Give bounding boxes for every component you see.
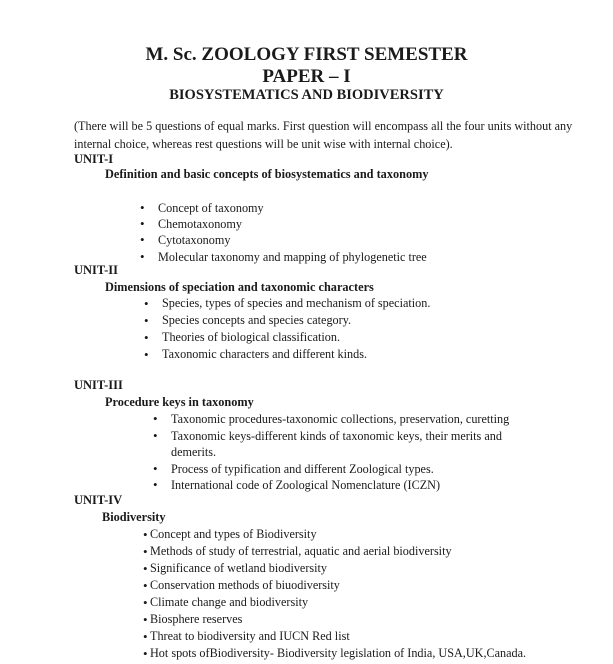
list-item: • Cytotaxonomy	[158, 232, 427, 248]
list-item: • Taxonomic keys-different kinds of taxonomic keys, their merits and demerits.	[171, 428, 516, 461]
unit-2-topic-list	[162, 295, 430, 363]
unit-2-subheading: Dimensions of speciation and taxonomic characters	[105, 280, 374, 294]
list-item: • Chemotaxonomy	[158, 216, 427, 232]
list-item: • Conservation methods of biuodiversity	[150, 577, 526, 594]
unit-4-heading: UNIT-IV	[74, 493, 123, 507]
document-title: M. Sc. ZOOLOGY FIRST SEMESTER	[145, 44, 468, 65]
list-item: • Hot spots ofBiodiversity- Biodiversity legislation of India, USA,UK,Canada.	[150, 645, 526, 662]
unit-3-topic-list	[171, 411, 516, 494]
list-item: • International code of Zoological Nomenclature (ICZN)	[171, 477, 516, 494]
list-item: • Species concepts and species category.	[162, 312, 430, 329]
list-item: • Biosphere reserves	[150, 611, 526, 628]
list-item: • Taxonomic characters and different kinds.	[162, 346, 430, 363]
list-item: • Species, types of species and mechanism of speciation.	[162, 295, 430, 312]
unit-3-heading: UNIT-III	[74, 378, 123, 392]
list-item: • Concept and types of Biodiversity	[150, 526, 526, 543]
list-item: • Theories of biological classification.	[162, 329, 430, 346]
list-item: • Threat to biodiversity and IUCN Red list	[150, 628, 526, 645]
list-item: • Significance of wetland biodiversity	[150, 560, 526, 577]
unit-4-subheading: Biodiversity	[102, 510, 166, 524]
paper-number: PAPER – I	[262, 66, 351, 87]
unit-1-topic-list	[158, 200, 427, 265]
exam-instructions: (There will be 5 questions of equal marks. First question will encompass all the four units without any internal choice, whereas rest questions will be unit wise with internal choice).	[74, 119, 573, 151]
unit-1-heading: UNIT-I	[74, 152, 114, 166]
list-item: • Concept of taxonomy	[158, 200, 427, 216]
unit-4-topic-list	[150, 526, 526, 662]
paper-subject: BIOSYSTEMATICS AND BIODIVERSITY	[169, 87, 444, 103]
unit-1-subheading: Definition and basic concepts of biosystematics and taxonomy	[105, 167, 429, 181]
list-item: • Molecular taxonomy and mapping of phylogenetic tree	[158, 249, 427, 265]
unit-2-heading: UNIT-II	[74, 263, 119, 277]
list-item: • Methods of study of terrestrial, aquatic and aerial biodiversity	[150, 543, 526, 560]
list-item: • Taxonomic procedures-taxonomic collections, preservation, curetting	[171, 411, 516, 428]
list-item: • Process of typification and different Zoological types.	[171, 461, 516, 478]
list-item: • Climate change and biodiversity	[150, 594, 526, 611]
unit-3-subheading: Procedure keys in taxonomy	[105, 395, 254, 409]
